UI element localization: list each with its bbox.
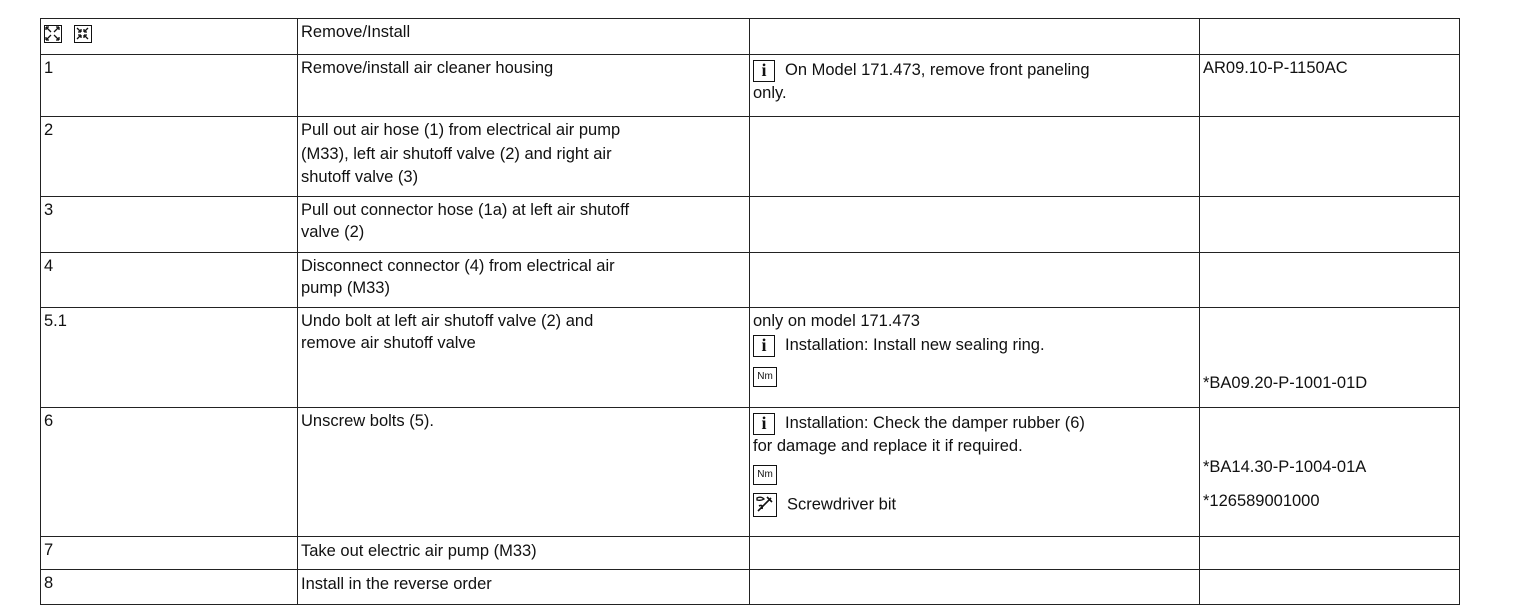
reference-cell: [1200, 55, 1460, 117]
procedure-table: [40, 18, 1460, 605]
note-text: Installation: Install new sealing ring.: [785, 336, 1045, 354]
notes-cell: [750, 117, 1200, 197]
reference-cell: [1200, 253, 1460, 308]
note-text: Screwdriver bit: [787, 495, 897, 513]
notes-cell: [750, 197, 1200, 253]
reference-link[interactable]: *BA14.30-P-1004-01A: [1203, 458, 1367, 476]
step-number: 5.1: [41, 308, 298, 408]
action-text: Pull out connector hose (1a) at left air shutoff valve (2): [298, 197, 750, 253]
torque-icon: Nm: [753, 465, 777, 485]
action-text: Pull out air hose (1) from electrical air pump (M33), left air shutoff valve (2) and right air shutoff valve (3): [298, 117, 750, 197]
notes-cell: [750, 537, 1200, 570]
info-icon: i: [753, 335, 775, 357]
step-number: 8: [41, 570, 298, 605]
note-text: On Model 171.473, remove front paneling: [785, 61, 1090, 79]
install-icon: [74, 25, 92, 43]
table-row: [41, 197, 1460, 253]
table-row: [41, 570, 1460, 605]
info-icon: i: [753, 413, 775, 435]
table-row: [41, 308, 1460, 408]
reference-cell: [1200, 408, 1460, 537]
notes-cell: [750, 55, 1200, 117]
notes-cell: [750, 570, 1200, 605]
header-refs-cell: [1200, 19, 1460, 55]
note-text-cont: only.: [753, 83, 787, 102]
action-text: Install in the reverse order: [298, 570, 750, 605]
reference-link[interactable]: *BA09.20-P-1001-01D: [1203, 374, 1368, 392]
step-number: 2: [41, 117, 298, 197]
reference-cell: [1200, 537, 1460, 570]
action-text: Unscrew bolts (5).: [298, 408, 750, 537]
table-row: [41, 55, 1460, 117]
reference-cell: [1200, 570, 1460, 605]
notes-cell: [750, 308, 1200, 408]
reference-link[interactable]: AR09.10-P-1150AC: [1203, 59, 1348, 77]
reference-cell: [1200, 197, 1460, 253]
table-row: [41, 253, 1460, 308]
action-text: Remove/install air cleaner housing: [298, 55, 750, 117]
table-row: [41, 408, 1460, 537]
step-number: 7: [41, 537, 298, 570]
note-text-cont: for damage and replace it if required.: [753, 436, 1023, 455]
step-number: 4: [41, 253, 298, 308]
info-icon: i: [753, 60, 775, 82]
notes-cell: [750, 408, 1200, 537]
remove-icon: [44, 25, 62, 43]
reference-cell: [1200, 308, 1460, 408]
tool-icon: [753, 493, 777, 517]
notes-cell: [750, 253, 1200, 308]
step-number: 3: [41, 197, 298, 253]
model-condition: only on model 171.473: [753, 312, 920, 330]
table-row: [41, 117, 1460, 197]
note-text: Installation: Check the damper rubber (6): [785, 414, 1085, 432]
action-text: Disconnect connector (4) from electrical air pump (M33): [298, 253, 750, 308]
action-text: Undo bolt at left air shutoff valve (2) and remove air shutoff valve: [298, 308, 750, 408]
header-icons-cell: [41, 19, 298, 55]
step-number: 1: [41, 55, 298, 117]
table-header-row: [41, 19, 1460, 55]
header-action-cell: Remove/Install: [298, 19, 750, 55]
action-text: Take out electric air pump (M33): [298, 537, 750, 570]
header-notes-cell: [750, 19, 1200, 55]
tool-reference-link[interactable]: *126589001000: [1203, 492, 1320, 510]
torque-icon: Nm: [753, 367, 777, 387]
step-number: 6: [41, 408, 298, 537]
table-row: [41, 537, 1460, 570]
reference-cell: [1200, 117, 1460, 197]
